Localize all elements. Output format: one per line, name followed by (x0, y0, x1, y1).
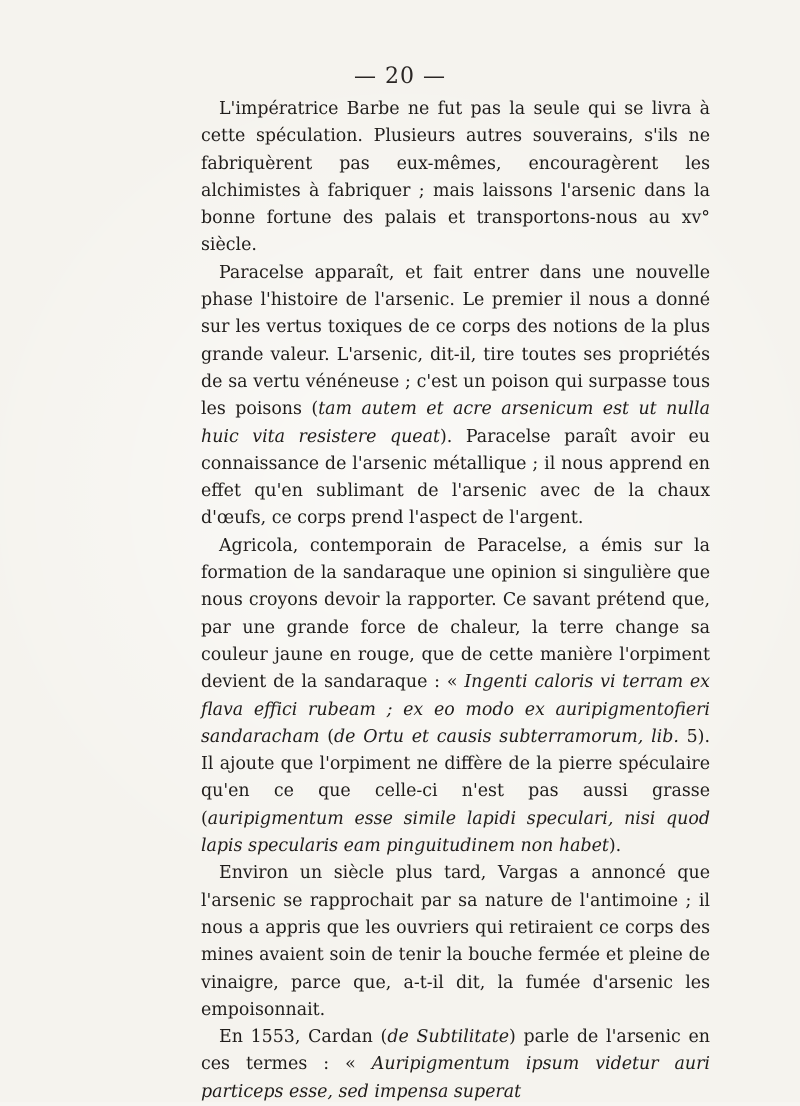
paragraph-4: Environ un siècle plus tard, Vargas a annoncé que l'arsenic se rapprochait par sa nature de l'antimoine ; il nous a appris que les ouvriers qui retiraient ce corps des mines avaient soin de tenir la bouche fermée et pleine de vinaigre, parce que, a-t-il dit, la fumée d'arsenic les empoisonnait. (201, 863, 710, 1020)
paragraph-2-text-a: Paracelse apparaît, et fait entrer dans une nouvelle phase l'histoire de l'arsenic. Le premier il nous a donné sur les vertus toxiques de ce corps des notions de la plus grande valeur. L'arsenic, dit-il, tire toutes ses propriétés de sa vertu vénéneuse ; c'est un poison qui surpasse tous les poisons ( (201, 262, 710, 420)
paragraph-5-title: de Subtilitate (387, 1027, 510, 1048)
paragraph-2 (201, 260, 710, 533)
paragraph-3-citation: de Ortu et causis subterramorum, lib. (334, 726, 679, 747)
paragraph-1: L'impératrice Barbe ne fut pas la seule qui se livra à cette spéculation. Plusieurs autres souverains, s'ils ne fabriquèrent pas eux-mêmes, encouragèrent les alchimistes à fabriquer ; mais laissons l'arsenic dans la bonne fortune des palais et transportons-nous au xv° siècle. (201, 99, 710, 256)
page-body-text (201, 96, 710, 1106)
paragraph-5-latin-quote: Auripigmentum ipsum videtur auri particeps esse, sed impensa superat (201, 1054, 710, 1102)
paragraph-2-latin-quote: tam autem et acre arsenicum est ut nulla huic vita resistere queat (201, 399, 710, 447)
paragraph-3-text-d: ). (608, 836, 622, 857)
page-number: — 20 — (354, 64, 446, 89)
paragraph-3-text-b: ( (319, 726, 335, 747)
paragraph-3-latin-quote-2: auripigmentum esse simile lapidi speculari, nisi quod lapis specularis eam pinguitudinem non habet (201, 808, 710, 857)
paragraph-3-latin-quote-1: Ingenti caloris vi terram ex flava effici rubeam ; ex eo modo ex auripigmentofieri sandaracham (201, 672, 710, 747)
paragraph-5-text-b: ) parle de l'arsenic en ces termes : « (201, 1027, 710, 1075)
paragraph-3-text-c: 5). Il ajoute que l'orpiment ne diffère de la pierre spéculaire qu'en ce que celle-ci n'est pas aussi grasse ( (201, 726, 710, 829)
paragraph-5 (201, 1024, 710, 1106)
paragraph-3-text-a: Agricola, contemporain de Paracelse, a émis sur la formation de la sandaraque une opinion si singulière que nous croyons devoir la rapporter. Ce savant prétend que, par une grande force de chaleur, la terre change sa couleur jaune en rouge, que de cette manière l'orpiment devient de la sandaraque : « (201, 535, 710, 693)
paragraph-5-text-a: En 1553, Cardan ( (219, 1027, 388, 1048)
paragraph-3 (201, 533, 710, 861)
paragraph-2-text-b: ). Paracelse paraît avoir eu connaissance de l'arsenic métallique ; il nous apprend en effet qu'en sublimant de l'arsenic avec de la chaux d'œufs, ce corps prend l'aspect de l'argent. (201, 426, 710, 529)
